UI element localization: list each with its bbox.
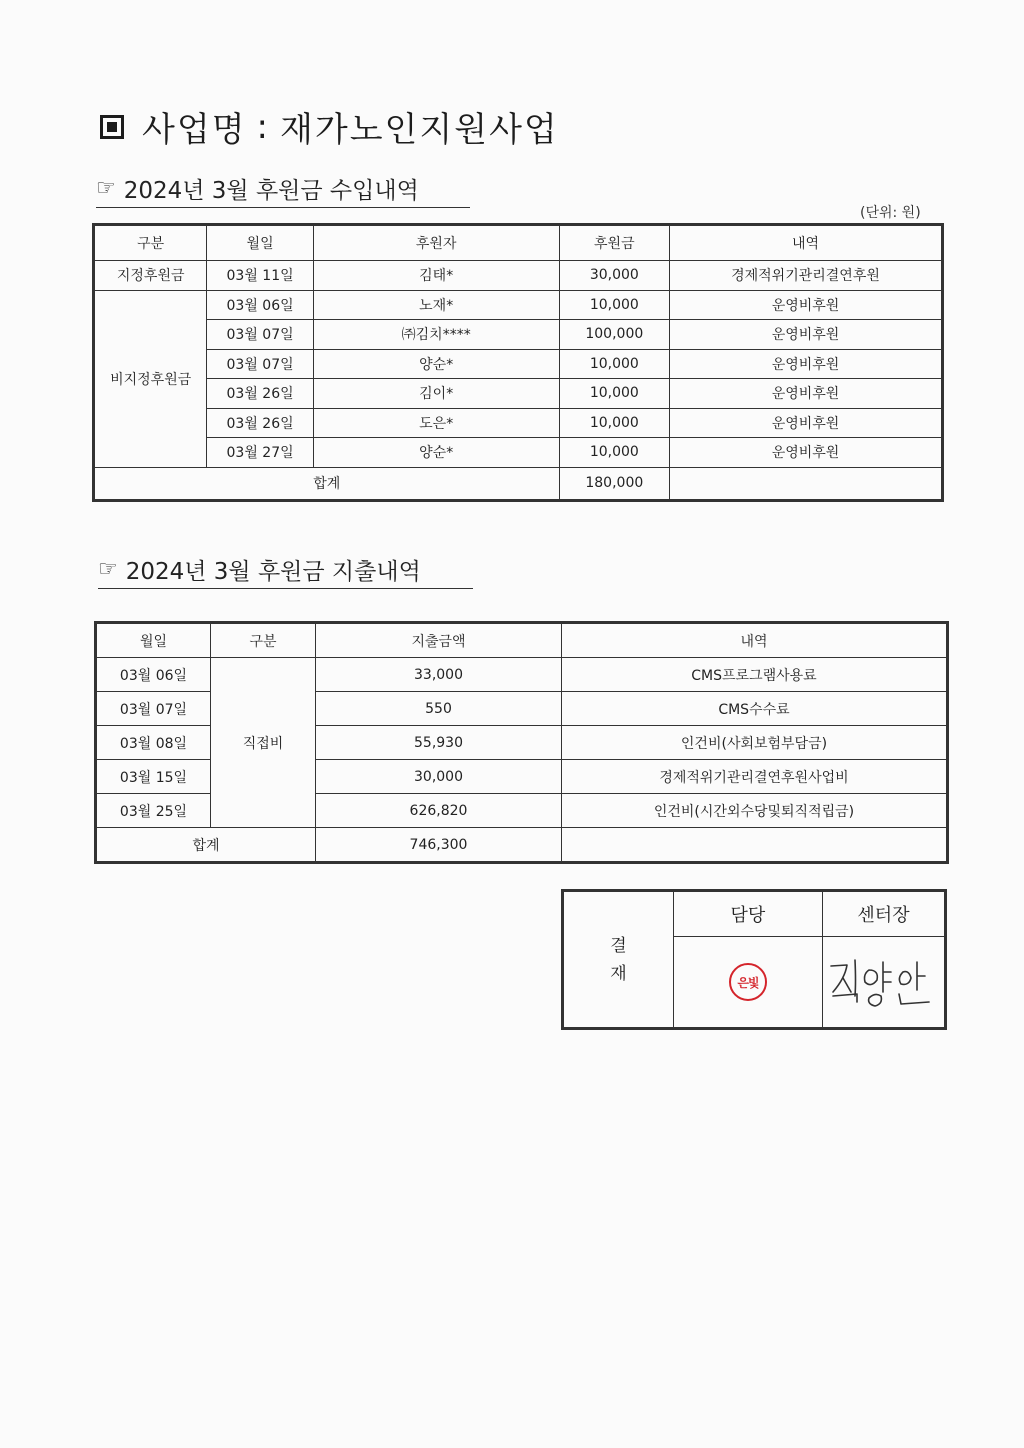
- row-amount: 10,000: [559, 349, 669, 379]
- row-detail: 운영비후원: [670, 438, 943, 468]
- row-date: 03월 26일: [207, 408, 313, 438]
- director-signature-cell: [823, 937, 946, 1029]
- table-row: [94, 320, 943, 350]
- row-date: 03월 06일: [96, 658, 211, 692]
- row-donor: 김이*: [313, 379, 559, 409]
- row-amount: 10,000: [559, 379, 669, 409]
- header-category: 구분: [211, 623, 316, 658]
- row-amount: 33,000: [316, 658, 562, 692]
- income-table: [92, 223, 944, 502]
- header-amount: 후원금: [559, 225, 669, 261]
- income-heading: [96, 172, 470, 208]
- row-donor: 노재*: [313, 290, 559, 320]
- row-amount: 55,930: [316, 726, 562, 760]
- row-amount: 30,000: [316, 760, 562, 794]
- row-donor: 김태*: [313, 261, 559, 291]
- document-title: [100, 102, 559, 151]
- row-amount: 550: [316, 692, 562, 726]
- table-row: [96, 658, 948, 692]
- row-date: 03월 26일: [207, 379, 313, 409]
- row-date: 03월 27일: [207, 438, 313, 468]
- header-donor: 후원자: [313, 225, 559, 261]
- total-label: 합계: [96, 828, 316, 863]
- row-amount: 10,000: [559, 290, 669, 320]
- table-row: [94, 379, 943, 409]
- row-amount: 100,000: [559, 320, 669, 350]
- total-detail-empty: [670, 467, 943, 500]
- row-amount: 10,000: [559, 438, 669, 468]
- manager-stamp-cell: [673, 937, 822, 1029]
- header-detail: 내역: [670, 225, 943, 261]
- header-detail: 내역: [562, 623, 948, 658]
- row-detail: 운영비후원: [670, 408, 943, 438]
- row-date: 03월 25일: [96, 794, 211, 828]
- seal-stamp: 은빛: [729, 963, 767, 1001]
- row-date: 03월 07일: [207, 320, 313, 350]
- row-donor: 양순*: [313, 438, 559, 468]
- row-detail: CMS수수료: [562, 692, 948, 726]
- approval-label: [563, 891, 674, 1029]
- row-donor: 도은*: [313, 408, 559, 438]
- title-colon: :: [256, 106, 271, 147]
- title-label: 사업명: [142, 110, 247, 150]
- unit-label: (단위: 원): [860, 205, 921, 221]
- income-heading-text: 2024년 3월 후원금 수입내역: [123, 178, 419, 204]
- approval-header-row: [563, 891, 946, 937]
- category-direct: 직접비: [211, 658, 316, 828]
- row-detail: 운영비후원: [670, 379, 943, 409]
- row-donor: ㈜김치****: [313, 320, 559, 350]
- row-detail: 경제적위기관리결연후원: [670, 261, 943, 291]
- category-designated: 지정후원금: [94, 261, 207, 291]
- table-row: [94, 290, 943, 320]
- header-date: 월일: [207, 225, 313, 261]
- row-donor: 양순*: [313, 349, 559, 379]
- row-date: 03월 08일: [96, 726, 211, 760]
- table-row: [94, 438, 943, 468]
- row-date: 03월 11일: [207, 261, 313, 291]
- expense-table: [94, 621, 949, 864]
- row-detail: CMS프로그램사용료: [562, 658, 948, 692]
- director-label: 센터장: [823, 891, 946, 937]
- income-header-row: [94, 225, 943, 261]
- category-non-designated: 비지정후원금: [94, 290, 207, 467]
- row-amount: 30,000: [559, 261, 669, 291]
- expense-heading-text: 2024년 3월 후원금 지출내역: [125, 559, 421, 585]
- row-detail: 운영비후원: [670, 290, 943, 320]
- header-date: 월일: [96, 623, 211, 658]
- approval-label-line1: 결: [610, 935, 627, 956]
- header-amount: 지출금액: [316, 623, 562, 658]
- total-label: 합계: [94, 467, 560, 500]
- expense-header-row: [96, 623, 948, 658]
- approval-table: [561, 889, 947, 1030]
- pointing-hand-icon: ☞: [98, 557, 118, 582]
- expense-total-row: [96, 828, 948, 863]
- row-detail: 운영비후원: [670, 320, 943, 350]
- manager-label: 담당: [673, 891, 822, 937]
- row-detail: 인건비(시간외수당및퇴직적립금): [562, 794, 948, 828]
- business-name: 재가노인지원사업: [280, 110, 559, 150]
- total-detail-empty: [562, 828, 948, 863]
- square-bullet-icon: [100, 115, 124, 139]
- row-detail: 인건비(사회보험부담금): [562, 726, 948, 760]
- table-row: [94, 261, 943, 291]
- total-amount: 746,300: [316, 828, 562, 863]
- row-detail: 운영비후원: [670, 349, 943, 379]
- row-amount: 626,820: [316, 794, 562, 828]
- handwritten-signature: [825, 952, 943, 1012]
- expense-heading: [98, 553, 473, 589]
- table-row: [94, 408, 943, 438]
- total-amount: 180,000: [559, 467, 669, 500]
- table-row: [94, 349, 943, 379]
- row-amount: 10,000: [559, 408, 669, 438]
- row-date: 03월 06일: [207, 290, 313, 320]
- income-total-row: [94, 467, 943, 500]
- row-date: 03월 07일: [207, 349, 313, 379]
- approval-label-line2: 재: [610, 963, 627, 984]
- pointing-hand-icon: ☞: [96, 176, 116, 201]
- header-category: 구분: [94, 225, 207, 261]
- row-detail: 경제적위기관리결연후원사업비: [562, 760, 948, 794]
- row-date: 03월 07일: [96, 692, 211, 726]
- row-date: 03월 15일: [96, 760, 211, 794]
